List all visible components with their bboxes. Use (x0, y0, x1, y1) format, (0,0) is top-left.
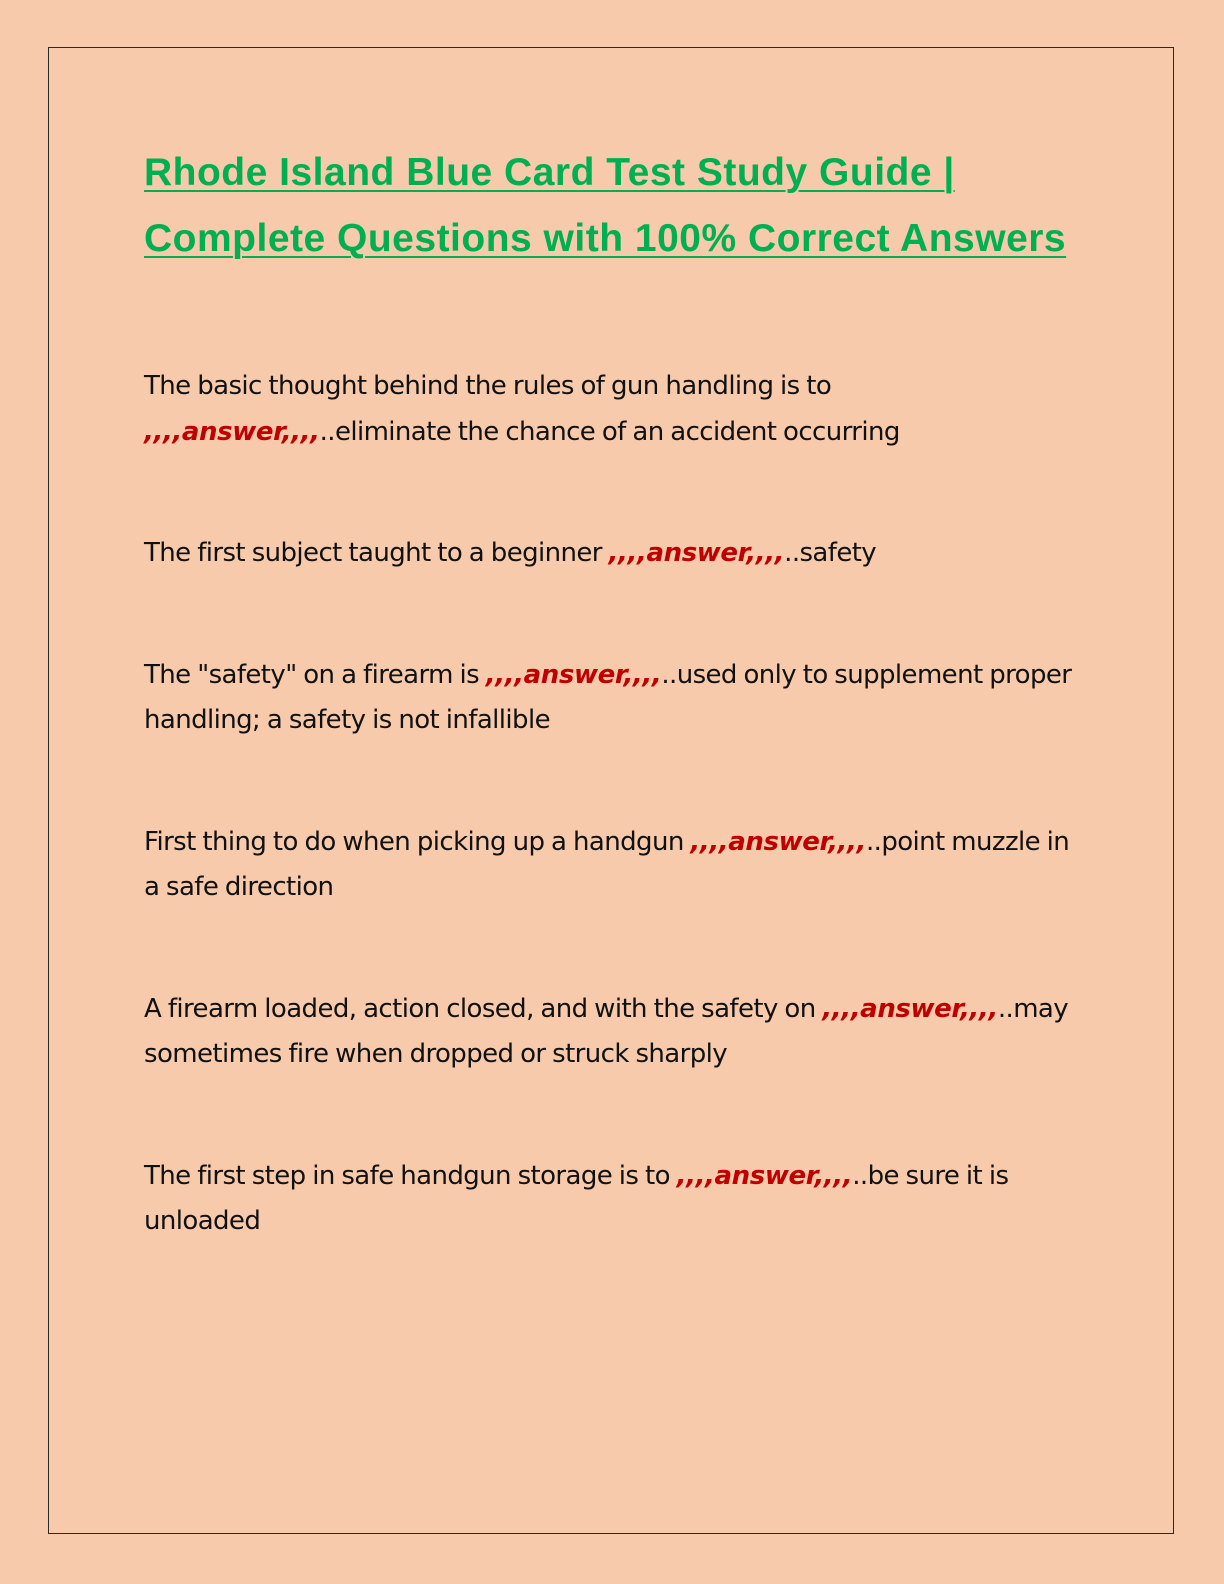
qa-list (144, 364, 1089, 1245)
answer-text: ..point muzzle in a safe direction (144, 826, 1070, 902)
answer-marker: ,,,,answer,,,, (485, 659, 662, 690)
answer-marker: ,,,,answer,,,, (608, 538, 785, 568)
answer-marker: ,,,,answer,,,, (144, 416, 320, 447)
qa-item (144, 364, 1089, 455)
document-content (144, 140, 1089, 1321)
answer-marker: ,,,,answer,,,, (822, 993, 998, 1024)
answer-text: ..may sometimes fire when dropped or struck sharply (144, 993, 1069, 1069)
answer-text: ..be sure it is unloaded (144, 1160, 1009, 1236)
qa-item (144, 820, 1089, 911)
document-title-text: Rhode Island Blue Card Test Study Guide | Complete Questions with 100% Correct Answers (144, 151, 1067, 260)
qa-item (144, 531, 1089, 577)
document-title (144, 140, 1089, 272)
answer-text: ..safety (784, 538, 877, 568)
answer-text: ..eliminate the chance of an accident occurring (319, 416, 900, 447)
question-text: The first step in safe handgun storage is to (144, 1160, 677, 1191)
qa-item (144, 1154, 1089, 1245)
question-text: A firearm loaded, action closed, and with the safety on (144, 993, 823, 1024)
answer-text: ..used only to supplement proper handling; a safety is not infallible (144, 659, 1072, 735)
question-text: The first subject taught to a beginner (144, 538, 609, 568)
answer-marker: ,,,,answer,,,, (676, 1160, 853, 1191)
qa-item (144, 653, 1089, 744)
qa-item (144, 987, 1089, 1078)
answer-marker: ,,,,answer,,,, (690, 826, 866, 857)
question-text: The basic thought behind the rules of gun handling is to (144, 371, 832, 401)
question-text: First thing to do when picking up a handgun (144, 826, 691, 857)
question-text: The "safety" on a firearm is (144, 659, 486, 690)
